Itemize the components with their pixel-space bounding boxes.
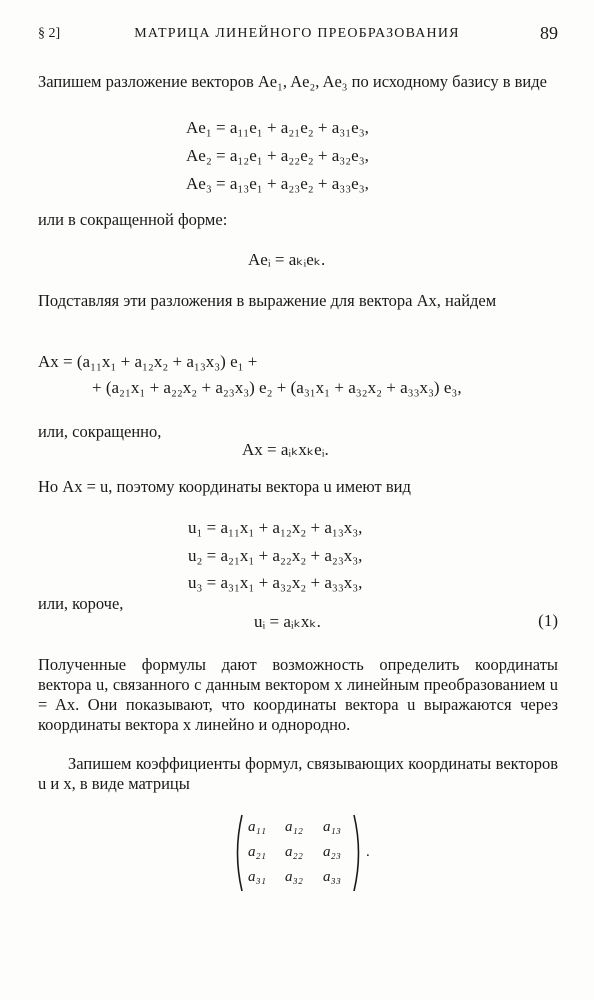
paragraph-5: Но Ax = u, поэтому координаты вектора u имеют вид (38, 477, 411, 496)
equation-ae2: Ae₂ = a₁₂e₁ + a₂₂e₂ + a₃₂e₃, (186, 146, 369, 165)
equation-ui: uᵢ = aᵢₖxₖ. (254, 612, 321, 631)
equation-ae3: Ae₃ = a₁₃e₁ + a₂₃e₂ + a₃₃e₃, (186, 174, 369, 193)
equation-ae1: Ae₁ = a₁₁e₁ + a₂₁e₂ + a₃₁e₃, (186, 118, 369, 137)
matrix-cell: a₁₃ (323, 819, 341, 835)
equation-number: (1) (538, 611, 558, 630)
matrix-cell: a₃₁ (248, 869, 266, 885)
matrix-cell: a₃₃ (323, 869, 341, 885)
equation-ax-line1: Ax = (a₁₁x₁ + a₁₂x₂ + a₁₃x₃) e₁ + (38, 352, 258, 371)
matrix-cell: a₂₂ (285, 844, 303, 860)
paragraph-3: Подставляя эти разложения в выражение для вектора Ax, найдем (38, 291, 497, 310)
coefficient-matrix (232, 813, 372, 893)
paragraph-2: или в сокращенной форме: (38, 210, 228, 229)
equation-u2: u₂ = a₂₁x₁ + a₂₂x₂ + a₂₃x₃, (188, 546, 363, 565)
page-number: 89 (540, 23, 558, 43)
matrix-cell: a₁₂ (285, 819, 303, 835)
paragraph-7: Полученные формулы дают возможность определить координаты вектора u, связанного с данным вектором x линейным преобразованием u = Ax. Они показывают, что координаты вектора u выражаются через координаты вектора x линейно и однородно. (38, 655, 558, 734)
paragraph-8: Запишем коэффициенты формул, связывающих координаты векторов u и x, в виде матрицы (38, 754, 558, 793)
matrix-cell: a₁₁ (248, 819, 266, 835)
section-marker: § 2] (38, 26, 61, 41)
matrix-cell: a₂₃ (323, 844, 341, 860)
paragraph-6: или, короче, (38, 594, 124, 613)
matrix-period: . (366, 844, 370, 860)
matrix-cell: a₃₂ (285, 869, 303, 885)
equation-u1: u₁ = a₁₁x₁ + a₁₂x₂ + a₁₃x₃, (188, 518, 363, 537)
matrix-cell: a₂₁ (248, 844, 266, 860)
matrix-right-paren (352, 813, 364, 893)
equation-ax-short: Ax = aᵢₖxₖeᵢ. (242, 440, 329, 459)
equation-u3: u₃ = a₃₁x₁ + a₃₂x₂ + a₃₃x₃, (188, 573, 363, 592)
equation-aei: Aeᵢ = aₖᵢeₖ. (248, 250, 326, 269)
equation-ax-line2: + (a₂₁x₁ + a₂₂x₂ + a₂₃x₃) e₂ + (a₃₁x₁ + a₃₂x₂ + a₃₃x₃) e₃, (92, 378, 462, 397)
matrix-left-paren (232, 813, 244, 893)
running-title: МАТРИЦА ЛИНЕЙНОГО ПРЕОБРАЗОВАНИЯ (134, 26, 460, 41)
paragraph-1: Запишем разложение векторов Ae₁, Ae₂, Ae₃ по исходному базису в виде (38, 72, 547, 91)
paragraph-4: или, сокращенно, (38, 422, 162, 441)
